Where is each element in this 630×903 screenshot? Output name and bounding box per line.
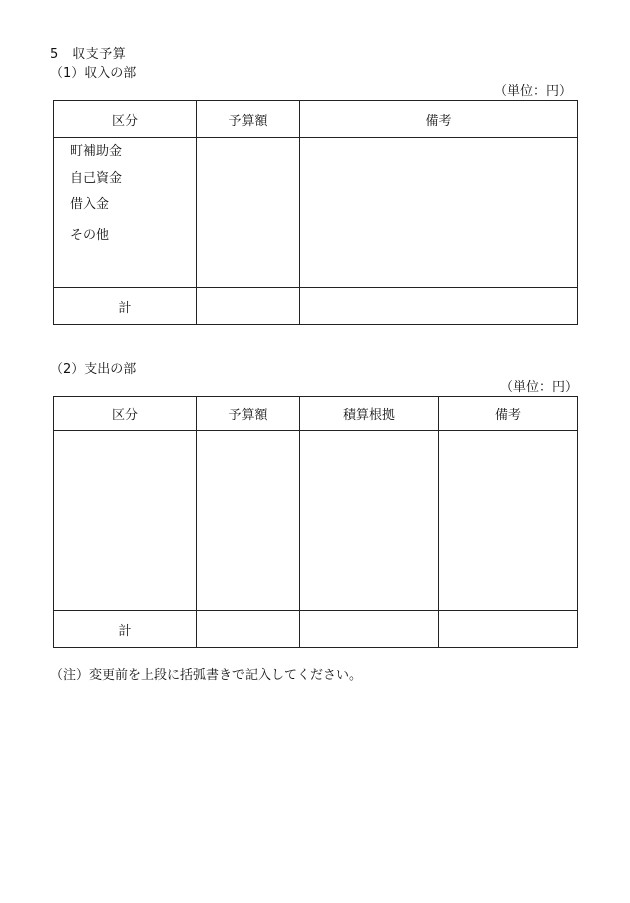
income-budget-cell[interactable] (197, 138, 300, 288)
income-col-category: 区分 (54, 101, 197, 138)
income-item: 町補助金 (70, 144, 123, 159)
income-items-cell (54, 138, 197, 288)
income-body-row (54, 138, 578, 288)
income-header-row (54, 101, 578, 138)
income-item: その他 (70, 228, 110, 243)
expense-budget-cell[interactable] (197, 431, 300, 611)
income-item: 借入金 (70, 197, 110, 212)
income-total-label: 計 (54, 288, 197, 325)
expense-total-remarks-cell[interactable] (439, 611, 578, 648)
income-col-remarks: 備考 (300, 101, 578, 138)
expense-unit-label: （単位：円） (499, 380, 578, 395)
expense-total-label: 計 (54, 611, 197, 648)
expense-category-cell[interactable] (54, 431, 197, 611)
income-table (53, 100, 578, 325)
income-total-remarks-cell[interactable] (300, 288, 578, 325)
income-remarks-cell[interactable] (300, 138, 578, 288)
income-unit-label: （単位：円） (493, 84, 572, 99)
expense-remarks-cell[interactable] (439, 431, 578, 611)
income-col-budget: 予算額 (197, 101, 300, 138)
expense-col-remarks: 備考 (439, 397, 578, 431)
expense-col-budget: 予算額 (197, 397, 300, 431)
income-total-budget-cell[interactable] (197, 288, 300, 325)
footnote: （注）変更前を上段に括弧書きで記入してください。 (50, 668, 363, 683)
income-heading: （1）収入の部 (50, 66, 137, 81)
expense-body-row (54, 431, 578, 611)
income-item: 自己資金 (70, 171, 123, 186)
expense-total-row (54, 611, 578, 648)
section-title: 5 収支予算 (50, 47, 127, 62)
income-total-row (54, 288, 578, 325)
expense-col-category: 区分 (54, 397, 197, 431)
expense-heading: （2）支出の部 (50, 362, 137, 377)
expense-header-row (54, 397, 578, 431)
expense-total-budget-cell[interactable] (197, 611, 300, 648)
expense-total-basis-cell[interactable] (300, 611, 439, 648)
expense-basis-cell[interactable] (300, 431, 439, 611)
expense-table (53, 396, 578, 648)
expense-col-basis: 積算根拠 (300, 397, 439, 431)
